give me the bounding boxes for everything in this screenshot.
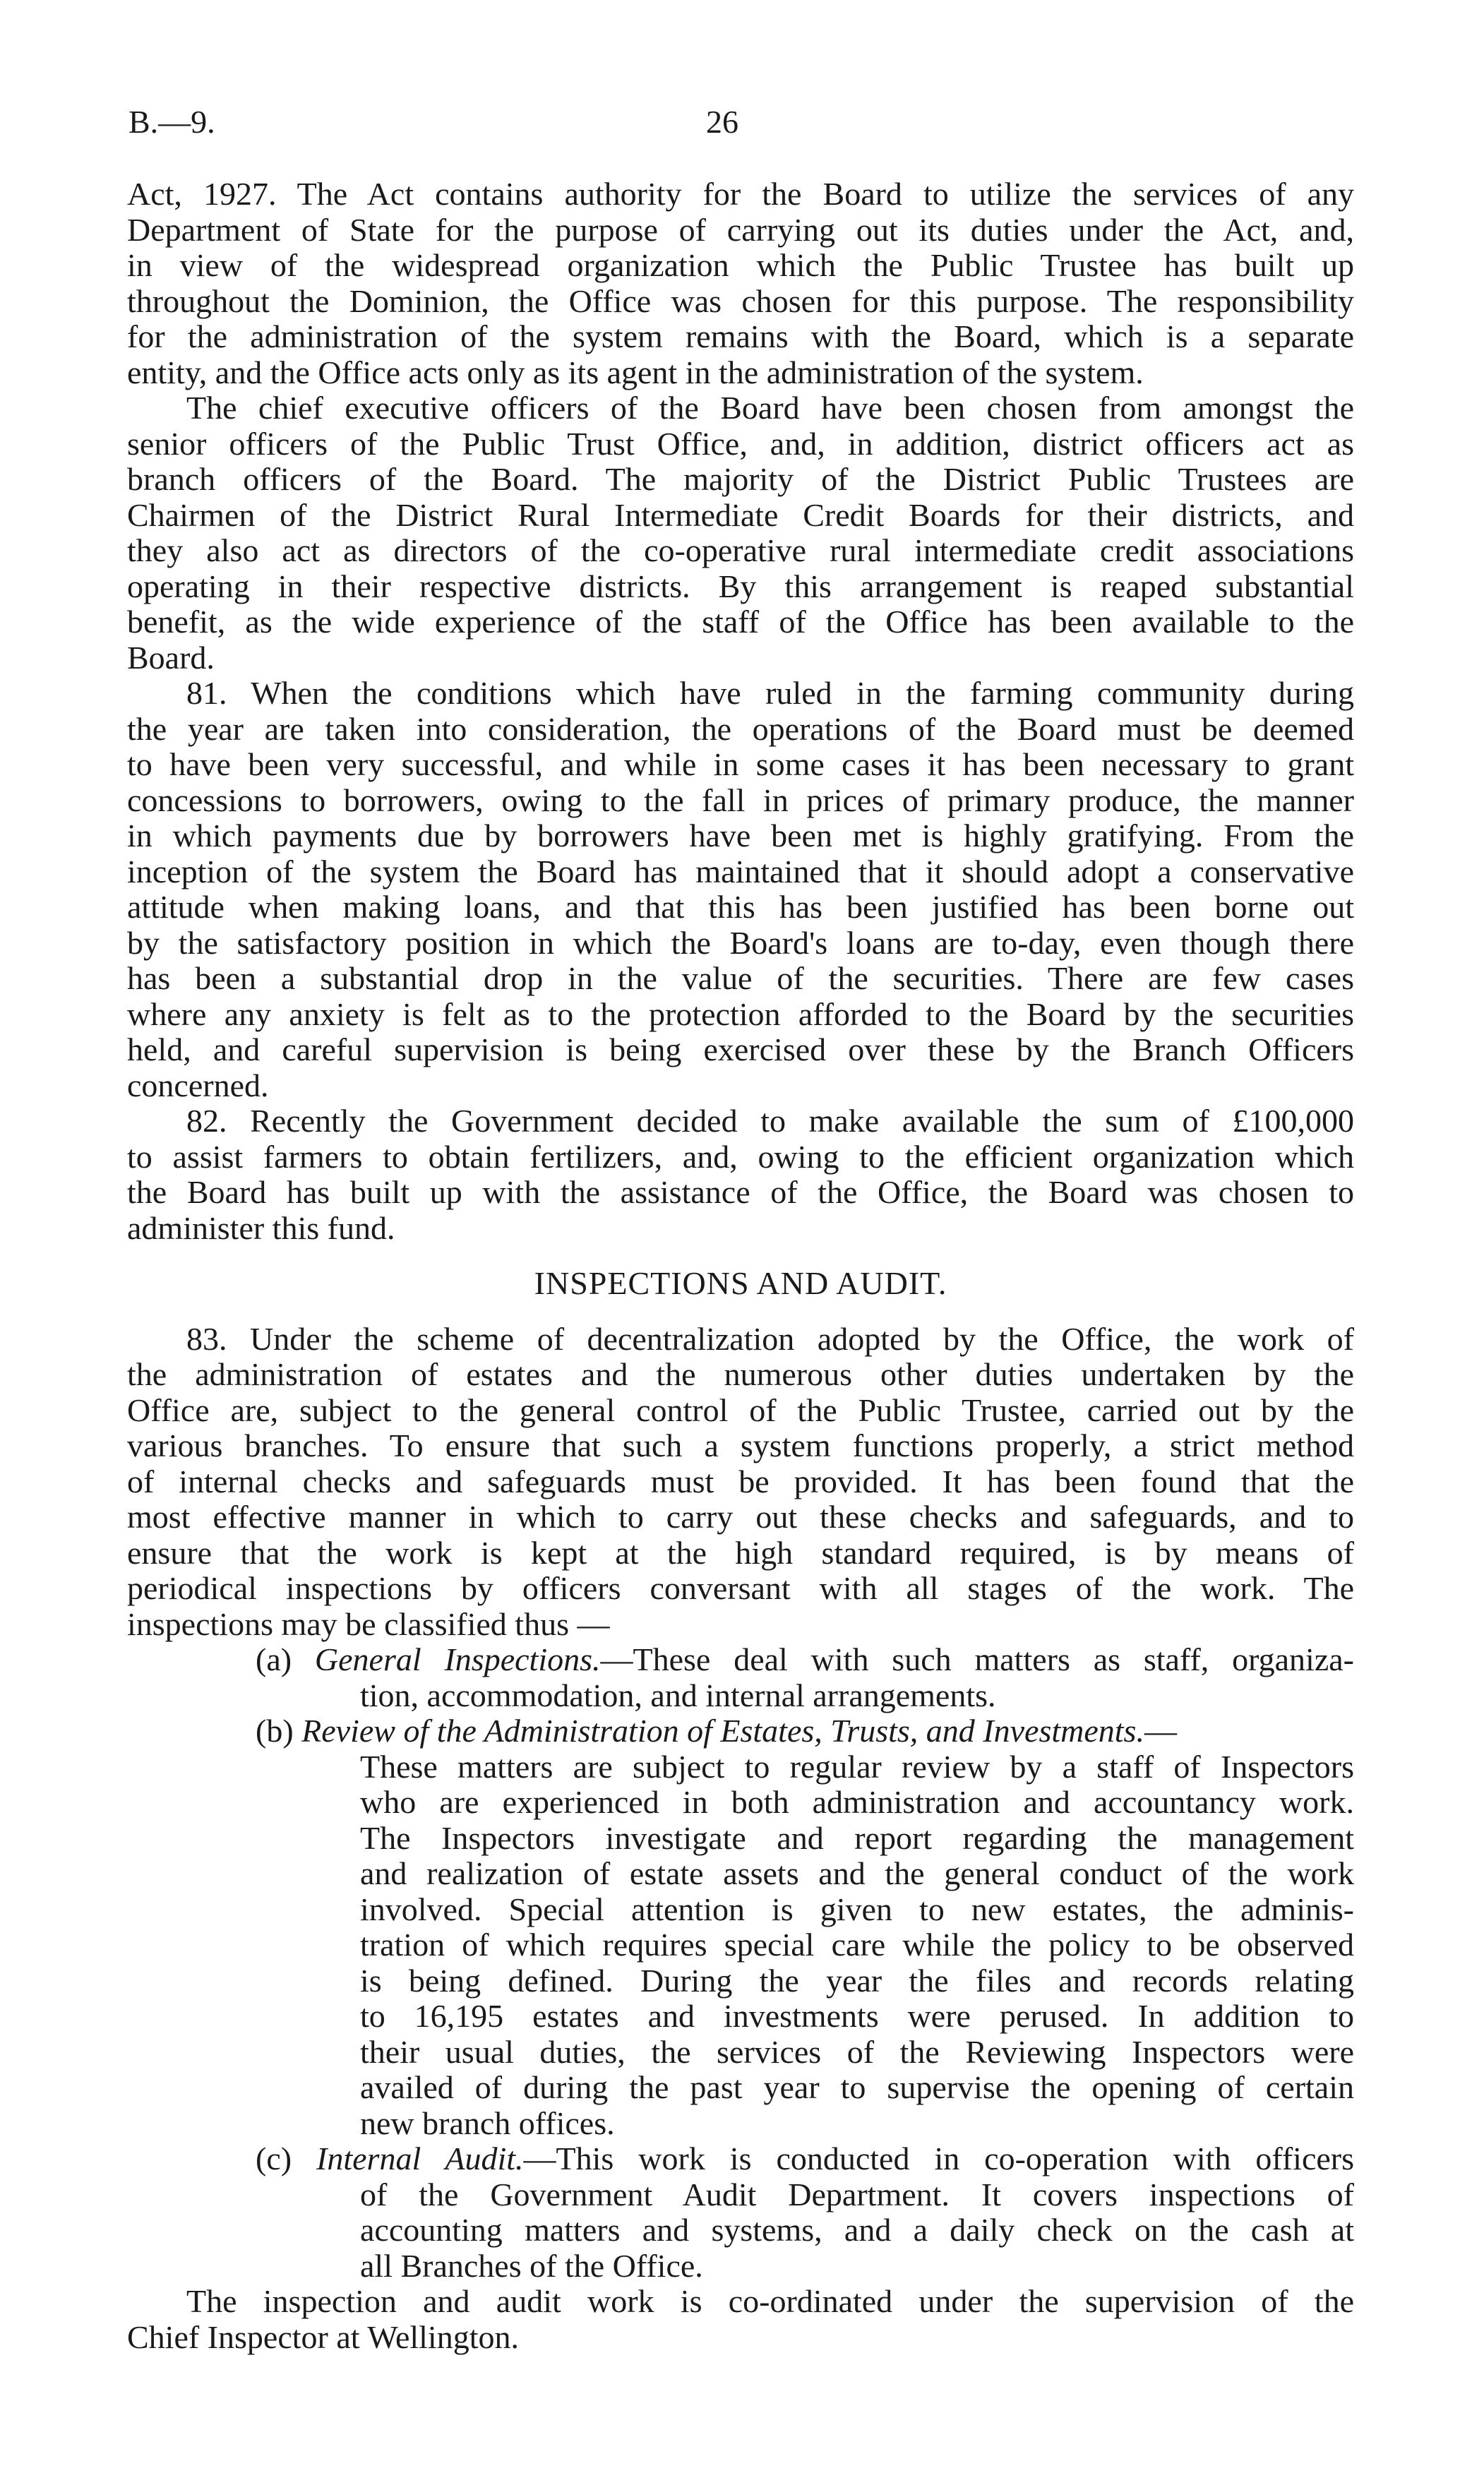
text-line: to assist farmers to obtain fertilizers, and, owing to the efficient organization which: [127, 1138, 1354, 1175]
document-reference: B.—9.: [128, 104, 215, 140]
text-line: 81. When the conditions which have ruled in the farming community during: [186, 675, 1354, 711]
text-line: senior officers of the Public Trust Office, and, in addition, district officers act as: [127, 425, 1354, 462]
paragraph: [127, 390, 1354, 676]
text-line: who are experienced in both administration and accountancy work.: [360, 1784, 1354, 1820]
text-line: benefit, as the wide experience of the staff of the Office has been available to the: [127, 604, 1354, 640]
text-line: administer this fund.: [127, 1209, 395, 1246]
text-line: held, and careful supervision is being exercised over these by the Branch Officers: [127, 1031, 1354, 1067]
text-line: new branch offices.: [360, 2104, 615, 2141]
list-item-head: [127, 2141, 1354, 2177]
text-line: tration of which requires special care while the policy to be observed: [360, 1927, 1354, 1963]
text-line: their usual duties, the services of the Reviewing Inspectors were: [360, 2033, 1354, 2070]
text-line: all Branches of the Office.: [360, 2247, 703, 2284]
list-item: [127, 2141, 1354, 2284]
text-line: tion, accommodation, and internal arrangements.: [360, 1677, 996, 1713]
text-line: The Inspectors investigate and report regarding the management: [360, 1819, 1354, 1856]
list-item-title: Internal Audit.: [316, 2140, 524, 2176]
list-item-label: (b): [256, 1713, 302, 1749]
text-line: by the satisfactory position in which the Board's loans are to-day, even though there: [127, 924, 1354, 961]
list-item-text: —This work is conducted in co-operation with officers: [523, 2140, 1354, 2176]
text-line: the administration of estates and the numerous other duties undertaken by the: [127, 1356, 1354, 1392]
paragraph: [127, 176, 1354, 390]
text-line: involved. Special attention is given to new estates, the adminis-: [360, 1891, 1354, 1927]
text-line: inspections may be classified thus —: [127, 1605, 610, 1642]
text-line: they also act as directors of the co-operative rural intermediate credit associations: [127, 532, 1354, 568]
text-line: These matters are subject to regular review by a staff of Inspectors: [360, 1748, 1354, 1785]
document-body: [127, 176, 1354, 2355]
text-line: in which payments due by borrowers have been met is highly gratifying. From the: [127, 818, 1354, 854]
text-line: 82. Recently the Government decided to make available the sum of £100,000: [186, 1103, 1354, 1139]
text-line: the year are taken into consideration, the operations of the Board must be deemed: [127, 710, 1354, 747]
list-item-title: Review of the Administration of Estates, Trusts, and Investments.: [301, 1713, 1144, 1749]
list-item-text: —These deal with such matters as staff, organiza-: [600, 1641, 1354, 1677]
text-line: accounting matters and systems, and a daily check on the cash at: [360, 2212, 1354, 2248]
text-line: Office are, subject to the general control of the Public Trustee, carried out by the: [127, 1391, 1354, 1428]
list-item: [127, 1713, 1354, 2141]
text-line: of the Government Audit Department. It covers inspections of: [360, 2176, 1354, 2212]
text-line: Chief Inspector at Wellington.: [127, 2318, 519, 2355]
paragraph: [127, 2284, 1354, 2355]
text-line: The chief executive officers of the Board have been chosen from amongst the: [186, 390, 1354, 426]
list-item-head: [127, 1713, 1354, 1749]
section-heading: INSPECTIONS AND AUDIT.: [534, 1265, 947, 1301]
text-line: and realization of estate assets and the general conduct of the work: [360, 1855, 1354, 1891]
list-item-title: General Inspections.: [314, 1641, 601, 1677]
text-line: to have been very successful, and while in some cases it has been necessary to grant: [127, 746, 1354, 782]
list-item: [127, 1642, 1354, 1713]
text-line: throughout the Dominion, the Office was chosen for this purpose. The responsibility: [127, 282, 1354, 319]
page-number: 26: [706, 104, 738, 140]
list-item-head: [127, 1642, 1354, 1678]
text-line: for the administration of the system remains with the Board, which is a separate: [127, 318, 1354, 354]
paragraph: [127, 1103, 1354, 1246]
text-line: concessions to borrowers, owing to the fall in prices of primary produce, the manner: [127, 782, 1354, 818]
text-line: has been a substantial drop in the value of the securities. There are few cases: [127, 960, 1354, 996]
text-line: periodical inspections by officers conversant with all stages of the work. The: [127, 1570, 1354, 1606]
text-line: where any anxiety is felt as to the protection afforded to the Board by the securities: [127, 995, 1354, 1032]
text-line: in view of the widespread organization which the Public Trustee has built up: [127, 247, 1354, 283]
text-line: ensure that the work is kept at the high standard required, is by means of: [127, 1534, 1354, 1571]
text-line: Chairmen of the District Rural Intermediate Credit Boards for their districts, and: [127, 496, 1354, 533]
text-line: Board.: [127, 639, 215, 676]
text-line: Department of State for the purpose of carrying out its duties under the Act, and,: [127, 211, 1354, 248]
list-item-label: (c): [256, 2140, 317, 2176]
text-line: availed of during the past year to supervise the opening of certain: [360, 2069, 1354, 2105]
text-line: the Board has built up with the assistance of the Office, the Board was chosen to: [127, 1174, 1354, 1210]
text-line: entity, and the Office acts only as its agent in the administration of the system.: [127, 354, 1144, 390]
text-line: attitude when making loans, and that this has been justified has been borne out: [127, 889, 1354, 925]
text-line: most effective manner in which to carry out these checks and safeguards, and to: [127, 1499, 1354, 1535]
text-line: to 16,195 estates and investments were perused. In addition to: [360, 1998, 1354, 2034]
text-line: various branches. To ensure that such a system functions properly, a strict method: [127, 1427, 1354, 1463]
paragraph: [127, 1322, 1354, 1643]
text-line: of internal checks and safeguards must be provided. It has been found that the: [127, 1463, 1354, 1499]
paragraph: [127, 676, 1354, 1103]
list-item-text: —: [1144, 1713, 1177, 1749]
text-line: concerned.: [127, 1067, 269, 1103]
text-line: operating in their respective districts. By this arrangement is reaped substantial: [127, 568, 1354, 604]
text-line: branch officers of the Board. The majority of the District Public Trustees are: [127, 461, 1354, 497]
text-line: The inspection and audit work is co-ordinated under the supervision of the: [186, 2283, 1354, 2319]
text-line: 83. Under the scheme of decentralization adopted by the Office, the work of: [186, 1320, 1354, 1357]
text-line: Act, 1927. The Act contains authority for the Board to utilize the services of any: [127, 176, 1354, 212]
text-line: inception of the system the Board has maintained that it should adopt a conservative: [127, 853, 1354, 890]
list-item-label: (a): [256, 1641, 315, 1677]
text-line: is being defined. During the year the files and records relating: [360, 1962, 1354, 1999]
